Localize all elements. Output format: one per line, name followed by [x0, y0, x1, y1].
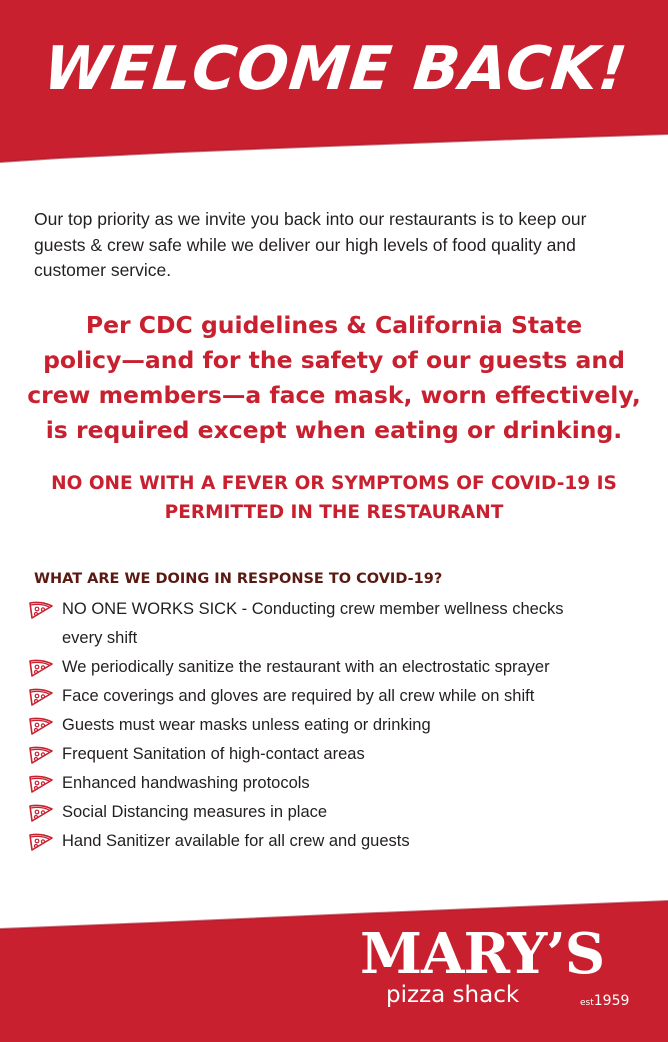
- list-item: [28, 595, 602, 653]
- list-item-text: Frequent Sanitation of high-contact areas: [62, 745, 365, 763]
- list-item-text: Social Distancing measures in place: [62, 803, 328, 821]
- list-item-text: We periodically sanitize the restaurant with an electrostatic sprayer: [62, 658, 550, 676]
- fever-line: PERMITTED IN THE RESTAURANT: [164, 502, 504, 523]
- list-item: [28, 827, 628, 856]
- list-item-text: Guests must wear masks unless eating or drinking: [62, 716, 431, 734]
- policy-line: Per CDC guidelines & California State: [85, 311, 583, 339]
- pizza-slice-icon: [28, 687, 54, 707]
- pizza-slice-icon: [28, 774, 54, 794]
- mask-policy: [20, 308, 648, 448]
- logo-established: [580, 992, 629, 1012]
- intro-paragraph: Our top priority as we invite you back into our restaurants is to keep our guests & crew safe while we deliver our high levels of food quality and customer service.: [34, 209, 587, 280]
- logo-est-year: 1959: [593, 993, 630, 1009]
- pizza-slice-icon: [28, 600, 54, 620]
- fever-notice: [30, 469, 638, 527]
- list-item: [28, 740, 628, 769]
- logo-name: MARY’S: [360, 921, 605, 987]
- response-title: WHAT ARE WE DOING IN RESPONSE TO COVID-19?: [34, 571, 443, 587]
- list-item-text: Hand Sanitizer available for all crew and guests: [62, 832, 410, 850]
- headline: WELCOME BACK!: [40, 34, 631, 104]
- logo-est-prefix: est: [580, 998, 594, 1008]
- list-item-text: Enhanced handwashing protocols: [62, 774, 310, 792]
- list-item-text: NO ONE WORKS SICK - Conducting crew member wellness checks every shift: [62, 600, 564, 647]
- list-item: [28, 682, 628, 711]
- policy-line: crew members—a face mask, worn effectively,: [27, 381, 641, 409]
- list-item: [28, 798, 628, 827]
- list-item: [28, 653, 628, 682]
- pizza-slice-icon: [28, 658, 54, 678]
- response-list: [28, 595, 628, 856]
- fever-line: NO ONE WITH A FEVER OR SYMPTOMS OF COVID-19 IS: [51, 473, 617, 494]
- list-item-text: Face coverings and gloves are required by all crew while on shift: [62, 687, 535, 705]
- policy-line: policy—and for the safety of our guests and: [43, 346, 625, 374]
- marys-logo: [360, 922, 640, 1022]
- policy-line: is required except when eating or drinking.: [45, 416, 623, 444]
- pizza-slice-icon: [28, 716, 54, 736]
- logo-subtitle: pizza shack: [386, 982, 520, 1008]
- list-item: [28, 711, 628, 740]
- pizza-slice-icon: [28, 745, 54, 765]
- pizza-slice-icon: [28, 832, 54, 852]
- pizza-slice-icon: [28, 803, 54, 823]
- list-item: [28, 769, 628, 798]
